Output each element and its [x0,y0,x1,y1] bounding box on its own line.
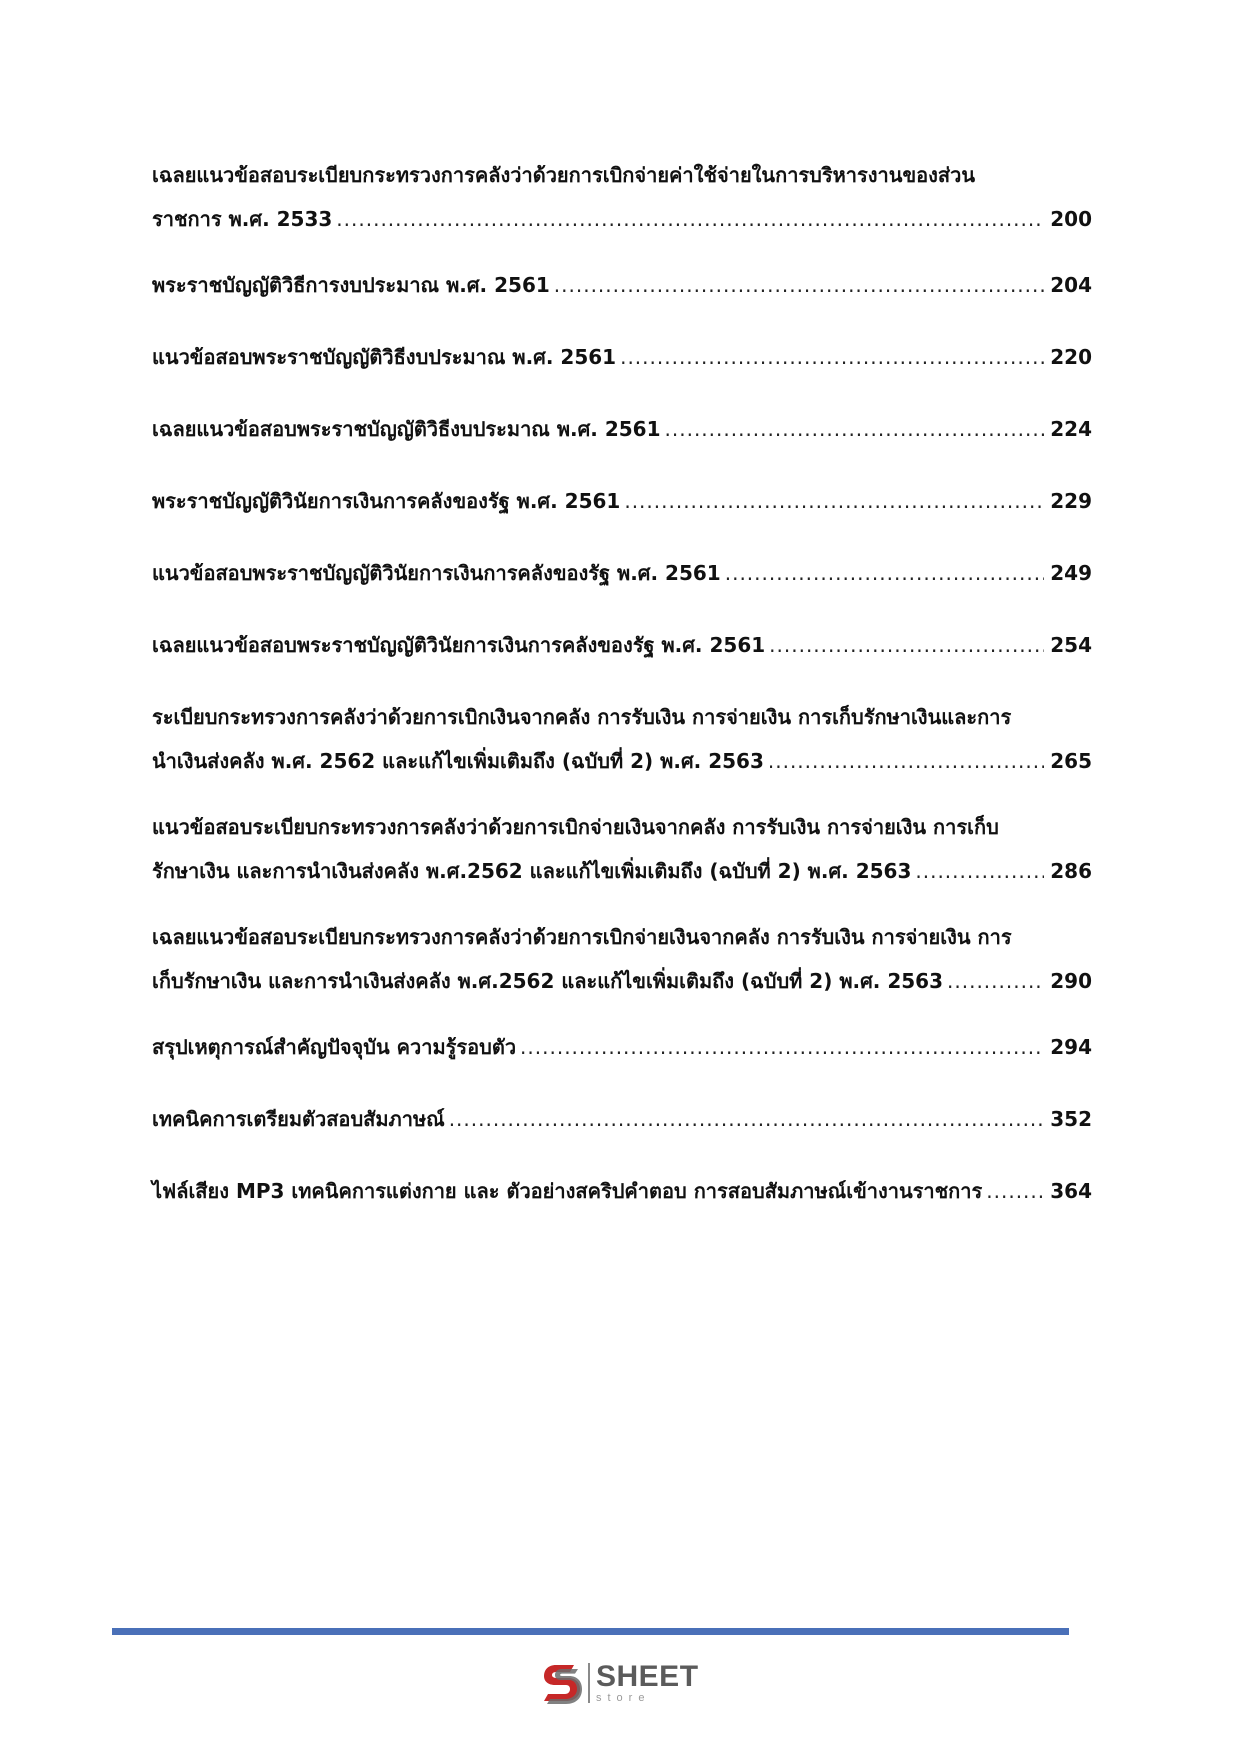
dot-leader [554,260,1044,310]
sheet-store-logo [540,1655,720,1711]
dot-leader [665,404,1045,454]
toc-entry-line [152,1022,1092,1072]
toc-page-number: 254 [1050,633,1092,657]
toc-entry-line [152,404,1092,454]
toc-entry-title: พระราชบัญญัติวินัยการเงินการคลังของรัฐ พ.ศ. 2561 [152,489,621,513]
toc-page-number: 249 [1050,561,1092,585]
toc-page-number: 286 [1050,859,1092,883]
toc-entry [152,692,1092,780]
toc-entry-title: เฉลยแนวข้อสอบระเบียบกระทรวงการคลังว่าด้วยการเบิกจ่ายค่าใช้จ่ายในการบริหารงานของส่วน [152,163,975,187]
toc-entry [152,912,1092,1000]
dot-leader [624,476,1044,526]
toc-page-number: 290 [1050,969,1092,993]
toc-entry [152,150,1092,238]
toc-entry-line [152,150,1092,200]
dot-leader [449,1094,1045,1144]
toc-page-number: 204 [1050,273,1092,297]
toc-page-number: 229 [1050,489,1092,513]
toc-page-number: 265 [1050,749,1092,773]
toc-entry-title: เทคนิคการเตรียมตัวสอบสัมภาษณ์ [152,1107,445,1131]
toc-page-number: 364 [1050,1179,1092,1203]
toc-entry [152,1166,1092,1216]
dot-leader [768,742,1044,780]
toc-entry-title: ระเบียบกระทรวงการคลังว่าด้วยการเบิกเงินจากคลัง การรับเงิน การจ่ายเงิน การเก็บรักษาเงินและการ [152,705,1012,729]
toc-entry [152,802,1092,890]
toc-entry-line [152,802,1092,852]
toc-entry [152,1094,1092,1144]
sheet-store-s-logo-icon [540,1659,584,1707]
toc-entry-title: ไฟล์เสียง MP3 เทคนิคการแต่งกาย และ ตัวอย่างสคริปคำตอบ การสอบสัมภาษณ์เข้างานราชการ [152,1179,983,1203]
toc-page-number: 352 [1050,1107,1092,1131]
toc-entry-title: นำเงินส่งคลัง พ.ศ. 2562 และแก้ไขเพิ่มเติมถึง (ฉบับที่ 2) พ.ศ. 2563 [152,749,764,773]
toc-entry [152,332,1092,382]
toc-page-number: 294 [1050,1035,1092,1059]
toc-entry [152,476,1092,526]
toc-entry-line [152,692,1092,742]
toc-page-number: 224 [1050,417,1092,441]
toc-entry-line [152,476,1092,526]
toc-entry-title: เฉลยแนวข้อสอบระเบียบกระทรวงการคลังว่าด้วยการเบิกจ่ายเงินจากคลัง การรับเงิน การจ่ายเงิน การ [152,925,1012,949]
dot-leader [986,1166,1044,1216]
toc-entry-line [152,620,1092,670]
dot-leader [336,200,1044,238]
toc-entry-title: แนวข้อสอบพระราชบัญญัติวินัยการเงินการคลังของรัฐ พ.ศ. 2561 [152,561,721,585]
dot-leader [769,620,1044,670]
toc-entry-line [152,852,1092,890]
logo-main-text: SHEET [596,1660,699,1693]
toc-entry [152,404,1092,454]
footer-rule [112,1628,1069,1635]
toc-entry-title: สรุปเหตุการณ์สำคัญปัจจุบัน ความรู้รอบตัว [152,1035,517,1059]
dot-leader [620,332,1044,382]
toc-entry-line [152,200,1092,238]
dot-leader [915,852,1044,890]
logo-text [596,1662,699,1704]
dot-leader [947,962,1044,1000]
table-of-contents [152,150,1092,1238]
dot-leader [725,548,1045,598]
toc-entry-title: ราชการ พ.ศ. 2533 [152,207,333,231]
toc-entry-line [152,742,1092,780]
toc-entry-line [152,332,1092,382]
toc-entry-line [152,1094,1092,1144]
toc-page-number: 220 [1050,345,1092,369]
toc-page-number: 200 [1050,207,1092,231]
toc-entry-title: แนวข้อสอบพระราชบัญญัติวิธีงบประมาณ พ.ศ. 2561 [152,345,617,369]
toc-entry-line [152,962,1092,1000]
toc-entry [152,620,1092,670]
toc-entry [152,1022,1092,1072]
toc-entry-line [152,260,1092,310]
toc-entry-title: รักษาเงิน และการนำเงินส่งคลัง พ.ศ.2562 และแก้ไขเพิ่มเติมถึง (ฉบับที่ 2) พ.ศ. 2563 [152,859,912,883]
toc-entry-title: พระราชบัญญัติวิธีการงบประมาณ พ.ศ. 2561 [152,273,550,297]
logo-divider [588,1663,590,1703]
logo-sub-text: store [596,1692,651,1704]
toc-entry-title: เก็บรักษาเงิน และการนำเงินส่งคลัง พ.ศ.2562 และแก้ไขเพิ่มเติมถึง (ฉบับที่ 2) พ.ศ. 2563 [152,969,944,993]
toc-entry-title: เฉลยแนวข้อสอบพระราชบัญญัติวินัยการเงินการคลังของรัฐ พ.ศ. 2561 [152,633,766,657]
toc-entry-line [152,912,1092,962]
toc-entry-line [152,1166,1092,1216]
toc-entry-title: เฉลยแนวข้อสอบพระราชบัญญัติวิธีงบประมาณ พ.ศ. 2561 [152,417,661,441]
toc-entry [152,260,1092,310]
toc-entry-line [152,548,1092,598]
toc-entry-title: แนวข้อสอบระเบียบกระทรวงการคลังว่าด้วยการเบิกจ่ายเงินจากคลัง การรับเงิน การจ่ายเงิน การเก็บ [152,815,999,839]
dot-leader [520,1022,1044,1072]
toc-entry [152,548,1092,598]
